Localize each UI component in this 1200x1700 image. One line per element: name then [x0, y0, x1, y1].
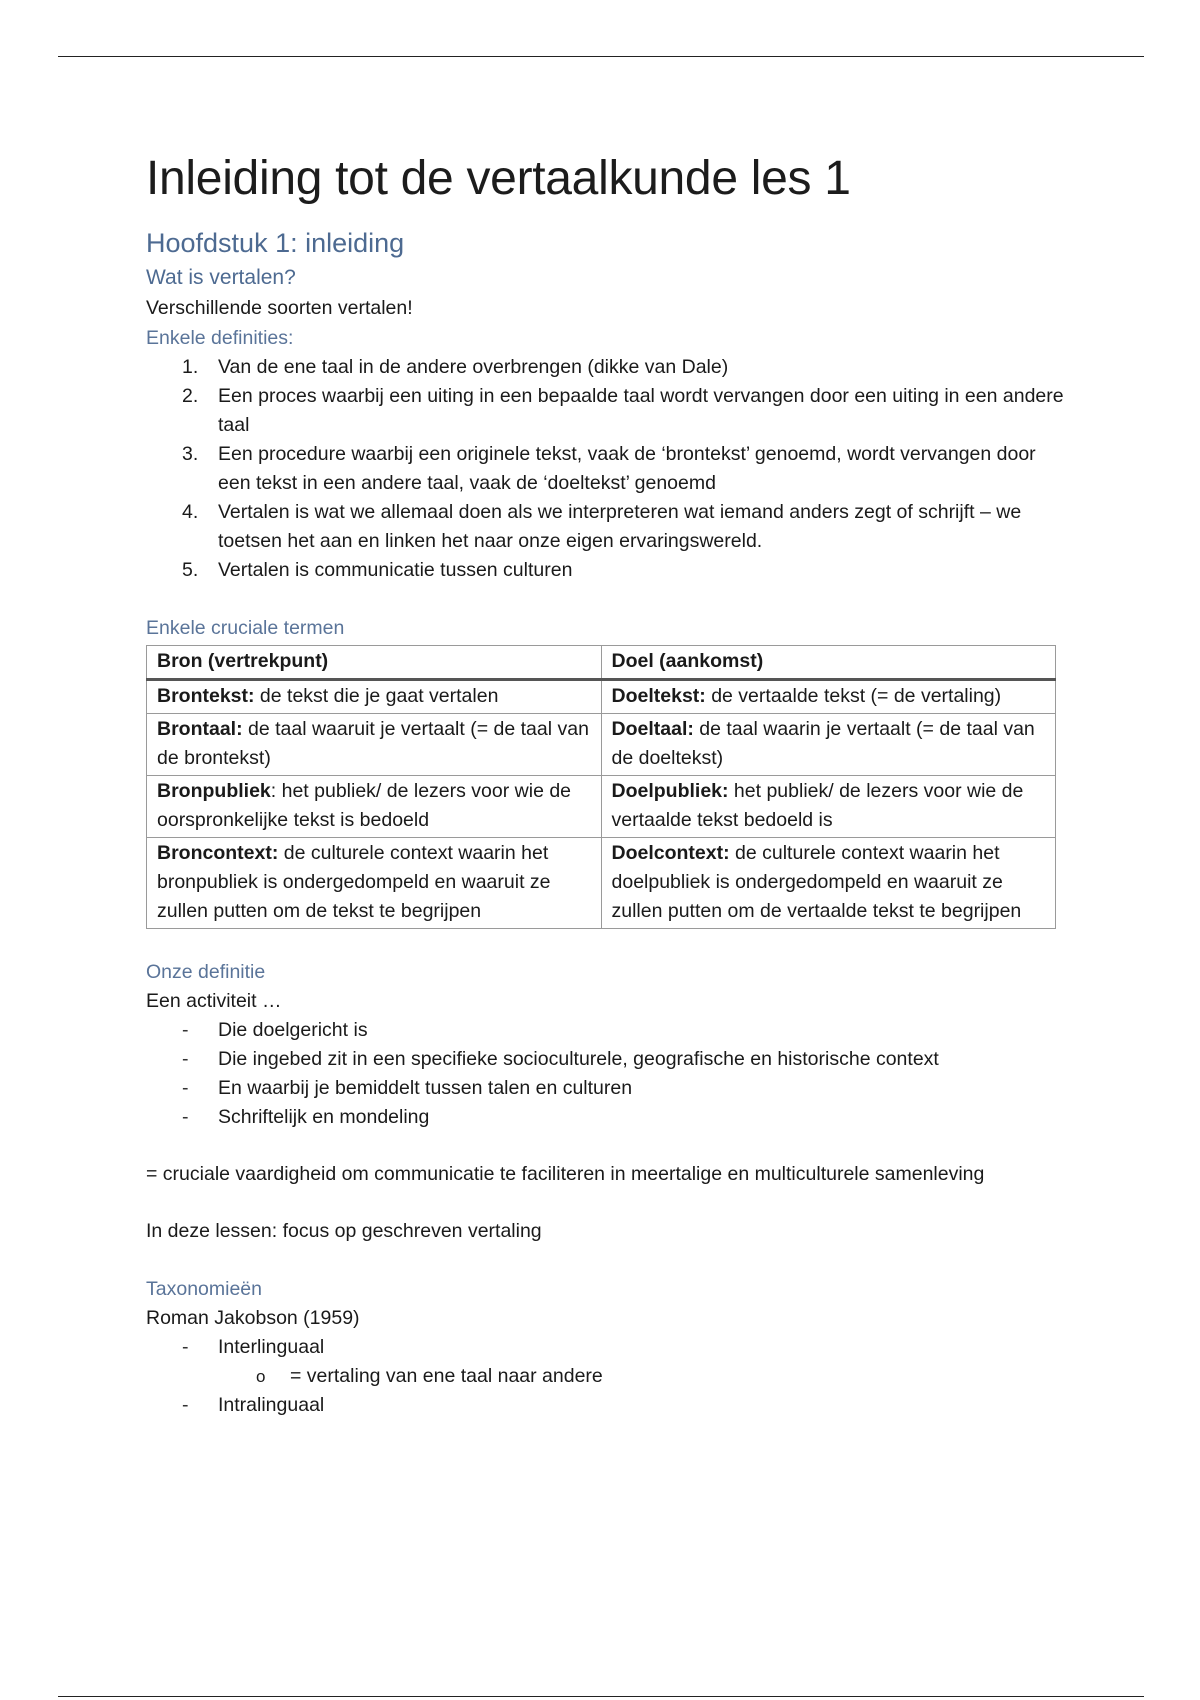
taxonomy-author: Roman Jakobson (1959)	[146, 1307, 360, 1329]
table-cell: Doelpubliek: het publiek/ de lezers voor wie de vertaalde tekst bedoeld is	[601, 776, 1056, 838]
subheading-taxonomieen: Taxonomieën	[146, 1278, 262, 1300]
document-body	[146, 148, 1066, 1420]
taxonomy-sublist	[146, 1362, 1066, 1391]
table-cell: Doeltekst: de vertaalde tekst (= de vertaling)	[601, 680, 1056, 714]
subheading-cruciale-termen: Enkele cruciale termen	[146, 617, 345, 639]
terms-table	[146, 645, 1056, 929]
subheading-onze-definitie: Onze definitie	[146, 961, 266, 983]
column-header-source: Bron (vertrekpunt)	[147, 646, 602, 680]
definition-intro: Een activiteit …	[146, 990, 282, 1012]
list-item: 2. Een proces waarbij een uiting in een bepaalde taal wordt vervangen door een uiting in een andere taal	[182, 385, 1064, 436]
taxonomy-list	[146, 1333, 1066, 1362]
list-item: - En waarbij je bemiddelt tussen talen en culturen	[182, 1077, 633, 1099]
table-row	[147, 776, 1056, 838]
section-heading-wat-is-vertalen: Wat is vertalen?	[146, 266, 296, 289]
page-title: Inleiding tot de vertaalkunde les 1	[146, 152, 851, 205]
list-item: 1. Van de ene taal in de andere overbrengen (dikke van Dale)	[182, 356, 729, 378]
table-cell: Bronpubliek: het publiek/ de lezers voor wie de oorspronkelijke tekst is bedoeld	[147, 776, 602, 838]
table-header-row	[147, 646, 1056, 680]
table-cell: Doelcontext: de culturele context waarin het doelpubliek is ondergedompeld en waaruit ze zullen putten om de vertaalde tekst te begrijpen	[601, 838, 1056, 929]
section-intro: Verschillende soorten vertalen!	[146, 297, 413, 319]
list-item: 3. Een procedure waarbij een originele tekst, vaak de ‘brontekst’ genoemd, wordt vervangen door een tekst in een andere taal, vaak de ‘doeltekst’ genoemd	[182, 443, 1036, 494]
table-cell: Brontaal: de taal waaruit je vertaalt (= de taal van de brontekst)	[147, 714, 602, 776]
list-item: - Die doelgericht is	[182, 1019, 368, 1041]
definition-bullets	[146, 1016, 1066, 1132]
focus-note: In deze lessen: focus op geschreven vertaling	[146, 1220, 542, 1242]
column-header-target: Doel (aankomst)	[601, 646, 1056, 680]
table-cell: Doeltaal: de taal waarin je vertaalt (= de taal van de doeltekst)	[601, 714, 1056, 776]
list-item: - Interlinguaal	[182, 1336, 325, 1358]
definitions-list	[146, 353, 1066, 585]
taxonomy-list-continued	[146, 1391, 1066, 1420]
list-item: - Intralinguaal	[182, 1394, 325, 1416]
list-item: 4. Vertalen is wat we allemaal doen als we interpreteren wat iemand anders zegt of schrijft – we toetsen het aan en linken het naar onze eigen ervaringswereld.	[182, 501, 1022, 552]
footer-rule	[58, 1696, 1144, 1697]
table-row	[147, 714, 1056, 776]
header-rule	[58, 56, 1144, 57]
list-item: o = vertaling van ene taal naar andere	[256, 1365, 603, 1387]
list-item: 5. Vertalen is communicatie tussen culturen	[182, 559, 573, 581]
list-item: - Die ingebed zit in een specifieke socioculturele, geografische en historische context	[182, 1048, 939, 1070]
table-cell: Broncontext: de culturele context waarin het bronpubliek is ondergedompeld en waaruit ze zullen putten om de tekst te begrijpen	[147, 838, 602, 929]
chapter-heading: Hoofdstuk 1: inleiding	[146, 228, 405, 258]
table-row	[147, 680, 1056, 714]
subheading-definities: Enkele definities:	[146, 327, 294, 349]
list-item: - Schriftelijk en mondeling	[182, 1106, 430, 1128]
table-cell: Brontekst: de tekst die je gaat vertalen	[147, 680, 602, 714]
definition-conclusion: = cruciale vaardigheid om communicatie te faciliteren in meertalige en multiculturele samenleving	[146, 1163, 985, 1185]
table-row	[147, 838, 1056, 929]
